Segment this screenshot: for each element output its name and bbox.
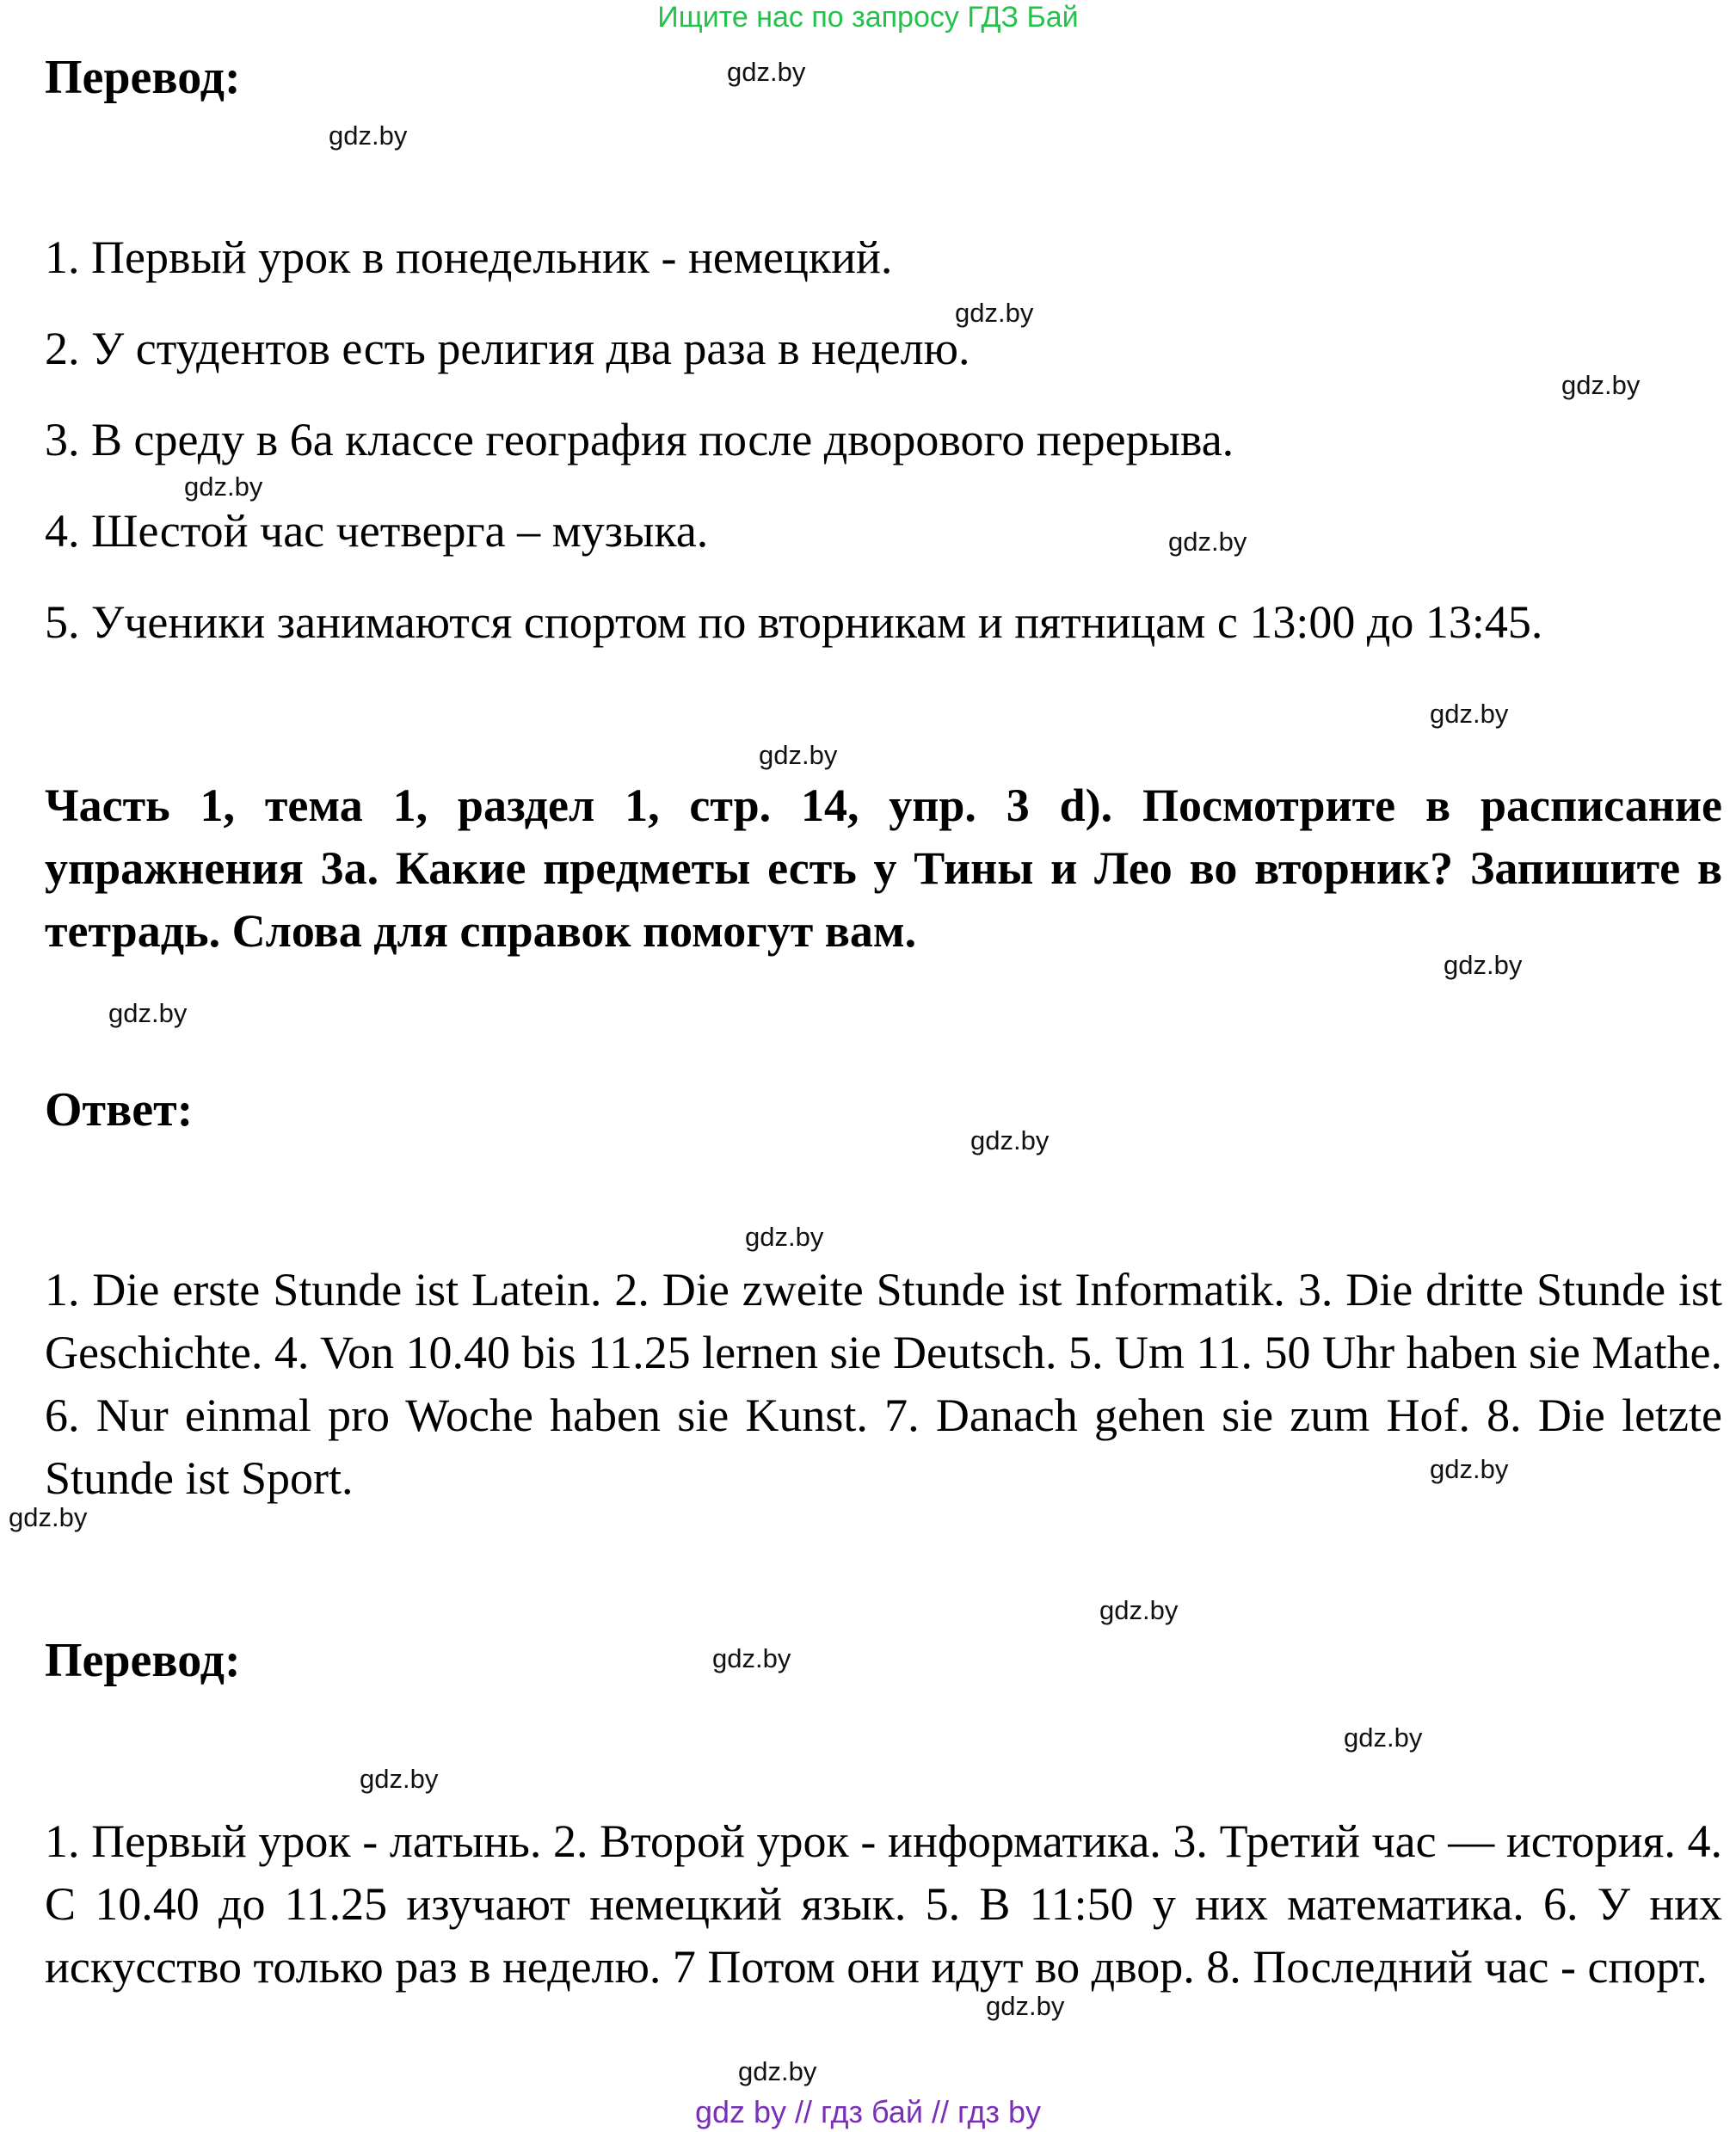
watermark: gdz.by	[759, 740, 838, 770]
watermark: gdz.by	[986, 1991, 1065, 2021]
watermark: gdz.by	[955, 298, 1034, 328]
task-text: Часть 1, тема 1, раздел 1, стр. 14, упр. 3 d). Посмотрите в расписание упражнения 3а. Какие предметы есть у Тины и Лео во вторник? Запишите в тетрадь. Слова для справок помогут вам.	[45, 779, 1722, 957]
watermark: gdz.by	[1430, 699, 1509, 729]
watermark: gdz.by	[745, 1222, 824, 1252]
watermark: gdz.by	[970, 1125, 1050, 1155]
top-banner: Ищите нас по запросу ГДЗ Бай	[657, 1, 1079, 34]
watermark: gdz.by	[108, 998, 188, 1028]
watermark: gdz.by	[1168, 527, 1247, 557]
watermark: gdz.by	[9, 1502, 88, 1532]
watermark: gdz.by	[1561, 370, 1641, 400]
watermark: gdz.by	[1444, 950, 1523, 980]
translation-text-2: 1. Первый урок - латынь. 2. Второй урок - информатика. 3. Третий час — история. 4. С 10.40 до 11.25 изучают немецкий язык. 5. В 11:50 у них математика. 6. У них искусство только раз в неделю. 7 Потом они идут во двор. 8. Последний час - спорт.	[45, 1815, 1722, 1993]
watermark: gdz.by	[727, 57, 806, 87]
footer-links: gdz by // гдз бай // гдз by	[694, 2094, 1042, 2129]
watermark: gdz.by	[360, 1764, 439, 1794]
translation-line-1: 1. Первый урок в понедельник - немецкий.	[45, 231, 893, 283]
watermark: gdz.by	[738, 2056, 817, 2086]
answer-heading: Ответ:	[45, 1083, 194, 1137]
watermark: gdz.by	[1344, 1722, 1423, 1753]
translation-line-3: 3. В среду в 6а классе география после дворового перерыва.	[45, 414, 1234, 465]
translation-line-5: 5. Ученики занимаются спортом по вторникам и пятницам с 13:00 до 13:45.	[45, 596, 1543, 648]
watermark: gdz.by	[184, 471, 263, 502]
translation-heading-2: Перевод:	[45, 1634, 241, 1687]
watermark: gdz.by	[1430, 1454, 1509, 1484]
translation-heading-1: Перевод:	[45, 51, 241, 104]
watermark: gdz.by	[329, 120, 408, 151]
watermark: gdz.by	[1099, 1595, 1179, 1625]
translation-line-2: 2. У студентов есть религия два раза в неделю.	[45, 323, 970, 374]
translation-line-4: 4. Шестой час четверга – музыка.	[45, 505, 709, 557]
watermark: gdz.by	[712, 1643, 791, 1673]
answer-text: 1. Die erste Stunde ist Latein. 2. Die zweite Stunde ist Informatik. 3. Die dritte Stunde ist Geschichte. 4. Von 10.40 bis 11.25 lernen sie Deutsch. 5. Um 11. 50 Uhr haben sie Mathe. 6. Nur einmal pro Woche haben sie Kunst. 7. Danach gehen sie zum Hof. 8. Die letzte Stunde ist Sport.	[45, 1264, 1722, 1504]
